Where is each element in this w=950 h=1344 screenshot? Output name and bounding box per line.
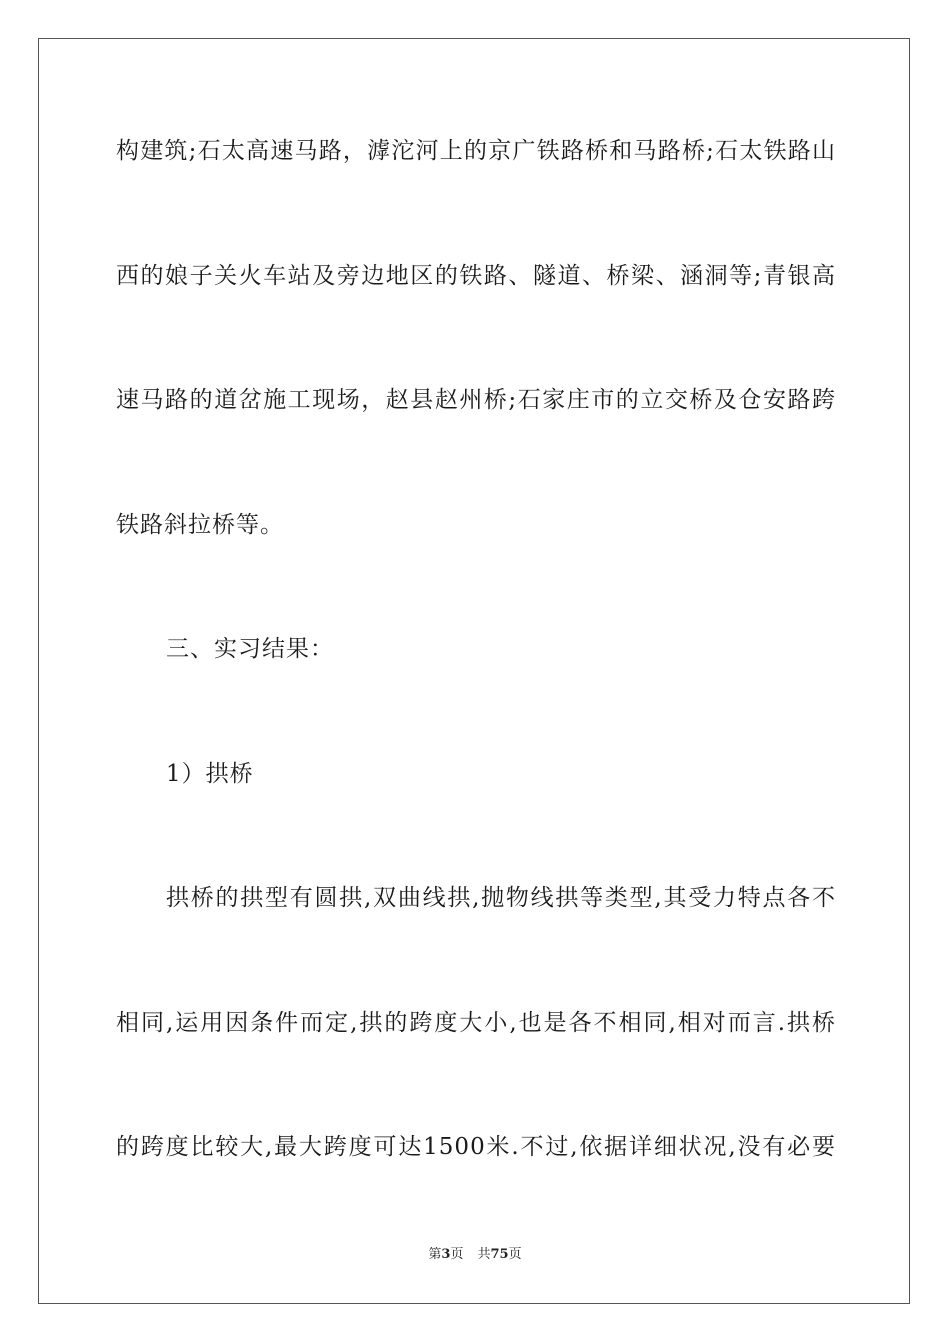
page-prefix: 第 — [428, 1247, 442, 1262]
body-line-8: 相同,运用因条件而定,拱的跨度大小,也是各不相同,相对而言.拱桥 — [116, 1010, 836, 1036]
page-number: 3 — [441, 1247, 451, 1262]
body-line-3: 速马路的道岔施工现场，赵县赵州桥;石家庄市的立交桥及仓安路跨 — [116, 387, 836, 413]
body-line-7: 拱桥的拱型有圆拱,双曲线拱,抛物线拱等类型,其受力特点各不 — [166, 885, 836, 911]
body-line-1: 构建筑;石太高速马路，滹沱河上的京广铁路桥和马路桥;石太铁路山 — [116, 138, 836, 164]
total-prefix: 共 — [477, 1247, 491, 1262]
total-pages: 75 — [490, 1247, 509, 1262]
page-suffix: 页 — [450, 1247, 464, 1262]
body-line-2: 西的娘子关火车站及旁边地区的铁路、隧道、桥梁、涵洞等;青银高 — [116, 263, 836, 289]
page-footer — [0, 1246, 950, 1264]
body-line-9: 的跨度比较大,最大跨度可达1500米.不过,依据详细状况,没有必要 — [116, 1134, 836, 1160]
body-line-4: 铁路斜拉桥等。 — [116, 512, 284, 538]
section-heading: 三、实习结果： — [166, 636, 334, 662]
page-border — [38, 38, 910, 1304]
total-suffix: 页 — [508, 1247, 522, 1262]
subsection-heading: 1）拱桥 — [166, 761, 254, 787]
